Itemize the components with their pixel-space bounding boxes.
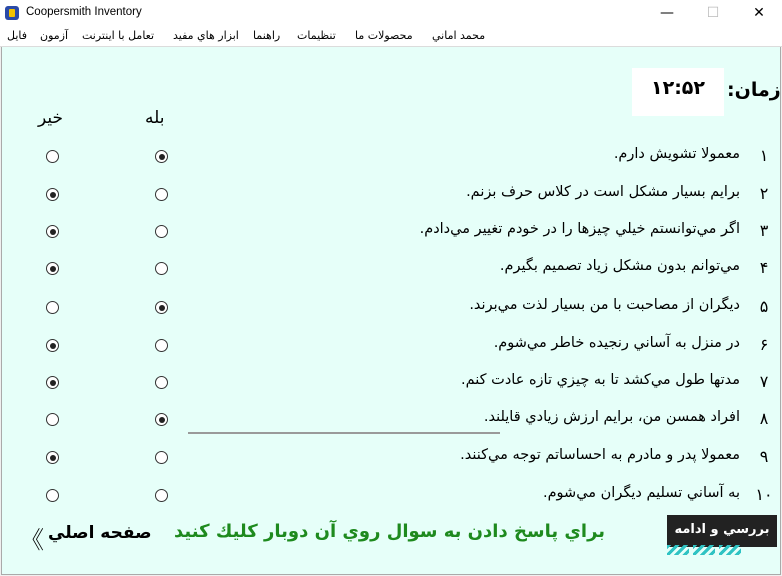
- question-text[interactable]: اگر مي‌توانستم خيلي چيزها را در خودم تغيير مي‌دادم.: [419, 221, 740, 237]
- question-row[interactable]: [0, 370, 782, 400]
- review-continue-button[interactable]: [667, 515, 777, 547]
- question-number: ۳: [759, 221, 769, 240]
- radio-yes[interactable]: [155, 225, 168, 238]
- question-text[interactable]: در منزل به آساني رنجيده خاطر مي‌شوم.: [493, 335, 740, 351]
- radio-yes[interactable]: [155, 150, 168, 163]
- question-text[interactable]: معمولا تشويش دارم.: [613, 146, 740, 162]
- question-row[interactable]: [0, 333, 782, 363]
- question-text[interactable]: افراد همسن من، برايم ارزش زيادي قايلند.: [483, 409, 740, 425]
- question-text[interactable]: معمولا پدر و مادرم به احساساتم توجه مي‌كنند.: [460, 447, 740, 463]
- question-row[interactable]: [0, 295, 782, 325]
- minimize-button[interactable]: —: [660, 5, 674, 21]
- radio-yes[interactable]: [155, 413, 168, 426]
- question-row[interactable]: [0, 219, 782, 249]
- question-number: ۹: [759, 447, 769, 466]
- column-yes-header: بله: [145, 108, 165, 128]
- menu-internet[interactable]: تعامل با اينترنت: [82, 29, 155, 42]
- menu-user[interactable]: محمد اماني: [432, 29, 486, 42]
- radio-no[interactable]: [46, 225, 59, 238]
- question-number: ۷: [759, 372, 769, 391]
- timer-label: زمان:: [727, 79, 781, 101]
- window-title: Coopersmith Inventory: [26, 6, 142, 18]
- question-number: ۴: [759, 258, 769, 277]
- radio-yes[interactable]: [155, 451, 168, 464]
- menu-products[interactable]: محصولات ما: [355, 29, 413, 42]
- question-number: ۱: [759, 146, 769, 165]
- column-no-header: خير: [38, 108, 64, 128]
- radio-no[interactable]: [46, 262, 59, 275]
- question-text[interactable]: به آساني تسليم ديگران مي‌شوم.: [542, 485, 740, 501]
- radio-yes[interactable]: [155, 376, 168, 389]
- question-text[interactable]: ديگران از مصاحبت با من بسيار لذت مي‌برند.: [469, 297, 740, 313]
- instruction-text: براي پاسخ دادن به سوال روي آن دوبار كليك كنيد: [174, 521, 606, 542]
- radio-no[interactable]: [46, 413, 59, 426]
- radio-no[interactable]: [46, 301, 59, 314]
- question-number: ۸: [759, 409, 769, 428]
- double-chevron-left-icon[interactable]: 《: [20, 526, 44, 554]
- question-number: ۶: [759, 335, 769, 354]
- menu-file[interactable]: فايل: [7, 29, 28, 42]
- stripe-decoration: [719, 545, 741, 555]
- question-row[interactable]: [0, 445, 782, 475]
- question-row[interactable]: [0, 182, 782, 212]
- radio-yes[interactable]: [155, 262, 168, 275]
- menu-bar: [0, 28, 782, 47]
- review-continue-label: بررسي و ادامه: [674, 522, 770, 537]
- question-text[interactable]: مي‌توانم بدون مشكل زياد تصميم بگيرم.: [499, 258, 740, 274]
- radio-no[interactable]: [46, 489, 59, 502]
- radio-yes[interactable]: [155, 489, 168, 502]
- app-icon: [5, 6, 19, 20]
- radio-yes[interactable]: [155, 301, 168, 314]
- radio-yes[interactable]: [155, 339, 168, 352]
- close-button[interactable]: ✕: [753, 5, 765, 21]
- radio-no[interactable]: [46, 451, 59, 464]
- question-text[interactable]: مدتها طول مي‌كشد تا به چيزي تازه عادت كنم.: [461, 372, 740, 388]
- radio-no[interactable]: [46, 339, 59, 352]
- question-row[interactable]: [0, 144, 782, 174]
- question-number: ۲: [759, 184, 769, 203]
- question-number: ۵: [759, 297, 769, 316]
- home-page-button[interactable]: صفحه اصلي: [48, 523, 152, 543]
- menu-help[interactable]: راهنما: [253, 29, 281, 42]
- maximize-button[interactable]: ☐: [706, 5, 720, 21]
- stripe-decoration: [693, 545, 715, 555]
- question-number: ۱۰: [755, 485, 773, 504]
- timer-box: [632, 68, 724, 116]
- divider-line: [188, 432, 500, 434]
- radio-no[interactable]: [46, 188, 59, 201]
- question-row[interactable]: [0, 256, 782, 286]
- title-bar: [0, 0, 782, 28]
- menu-tools[interactable]: ابزار هاي مفيد: [173, 29, 239, 42]
- question-text[interactable]: برايم بسيار مشكل است در كلاس حرف بزنم.: [466, 184, 740, 200]
- timer-value: ۱۲:۵۲: [651, 77, 705, 99]
- radio-no[interactable]: [46, 376, 59, 389]
- menu-settings[interactable]: تنظيمات: [297, 29, 336, 42]
- question-row[interactable]: [0, 483, 782, 513]
- radio-no[interactable]: [46, 150, 59, 163]
- radio-yes[interactable]: [155, 188, 168, 201]
- stripe-decoration: [667, 545, 689, 555]
- menu-test[interactable]: آزمون: [40, 29, 69, 42]
